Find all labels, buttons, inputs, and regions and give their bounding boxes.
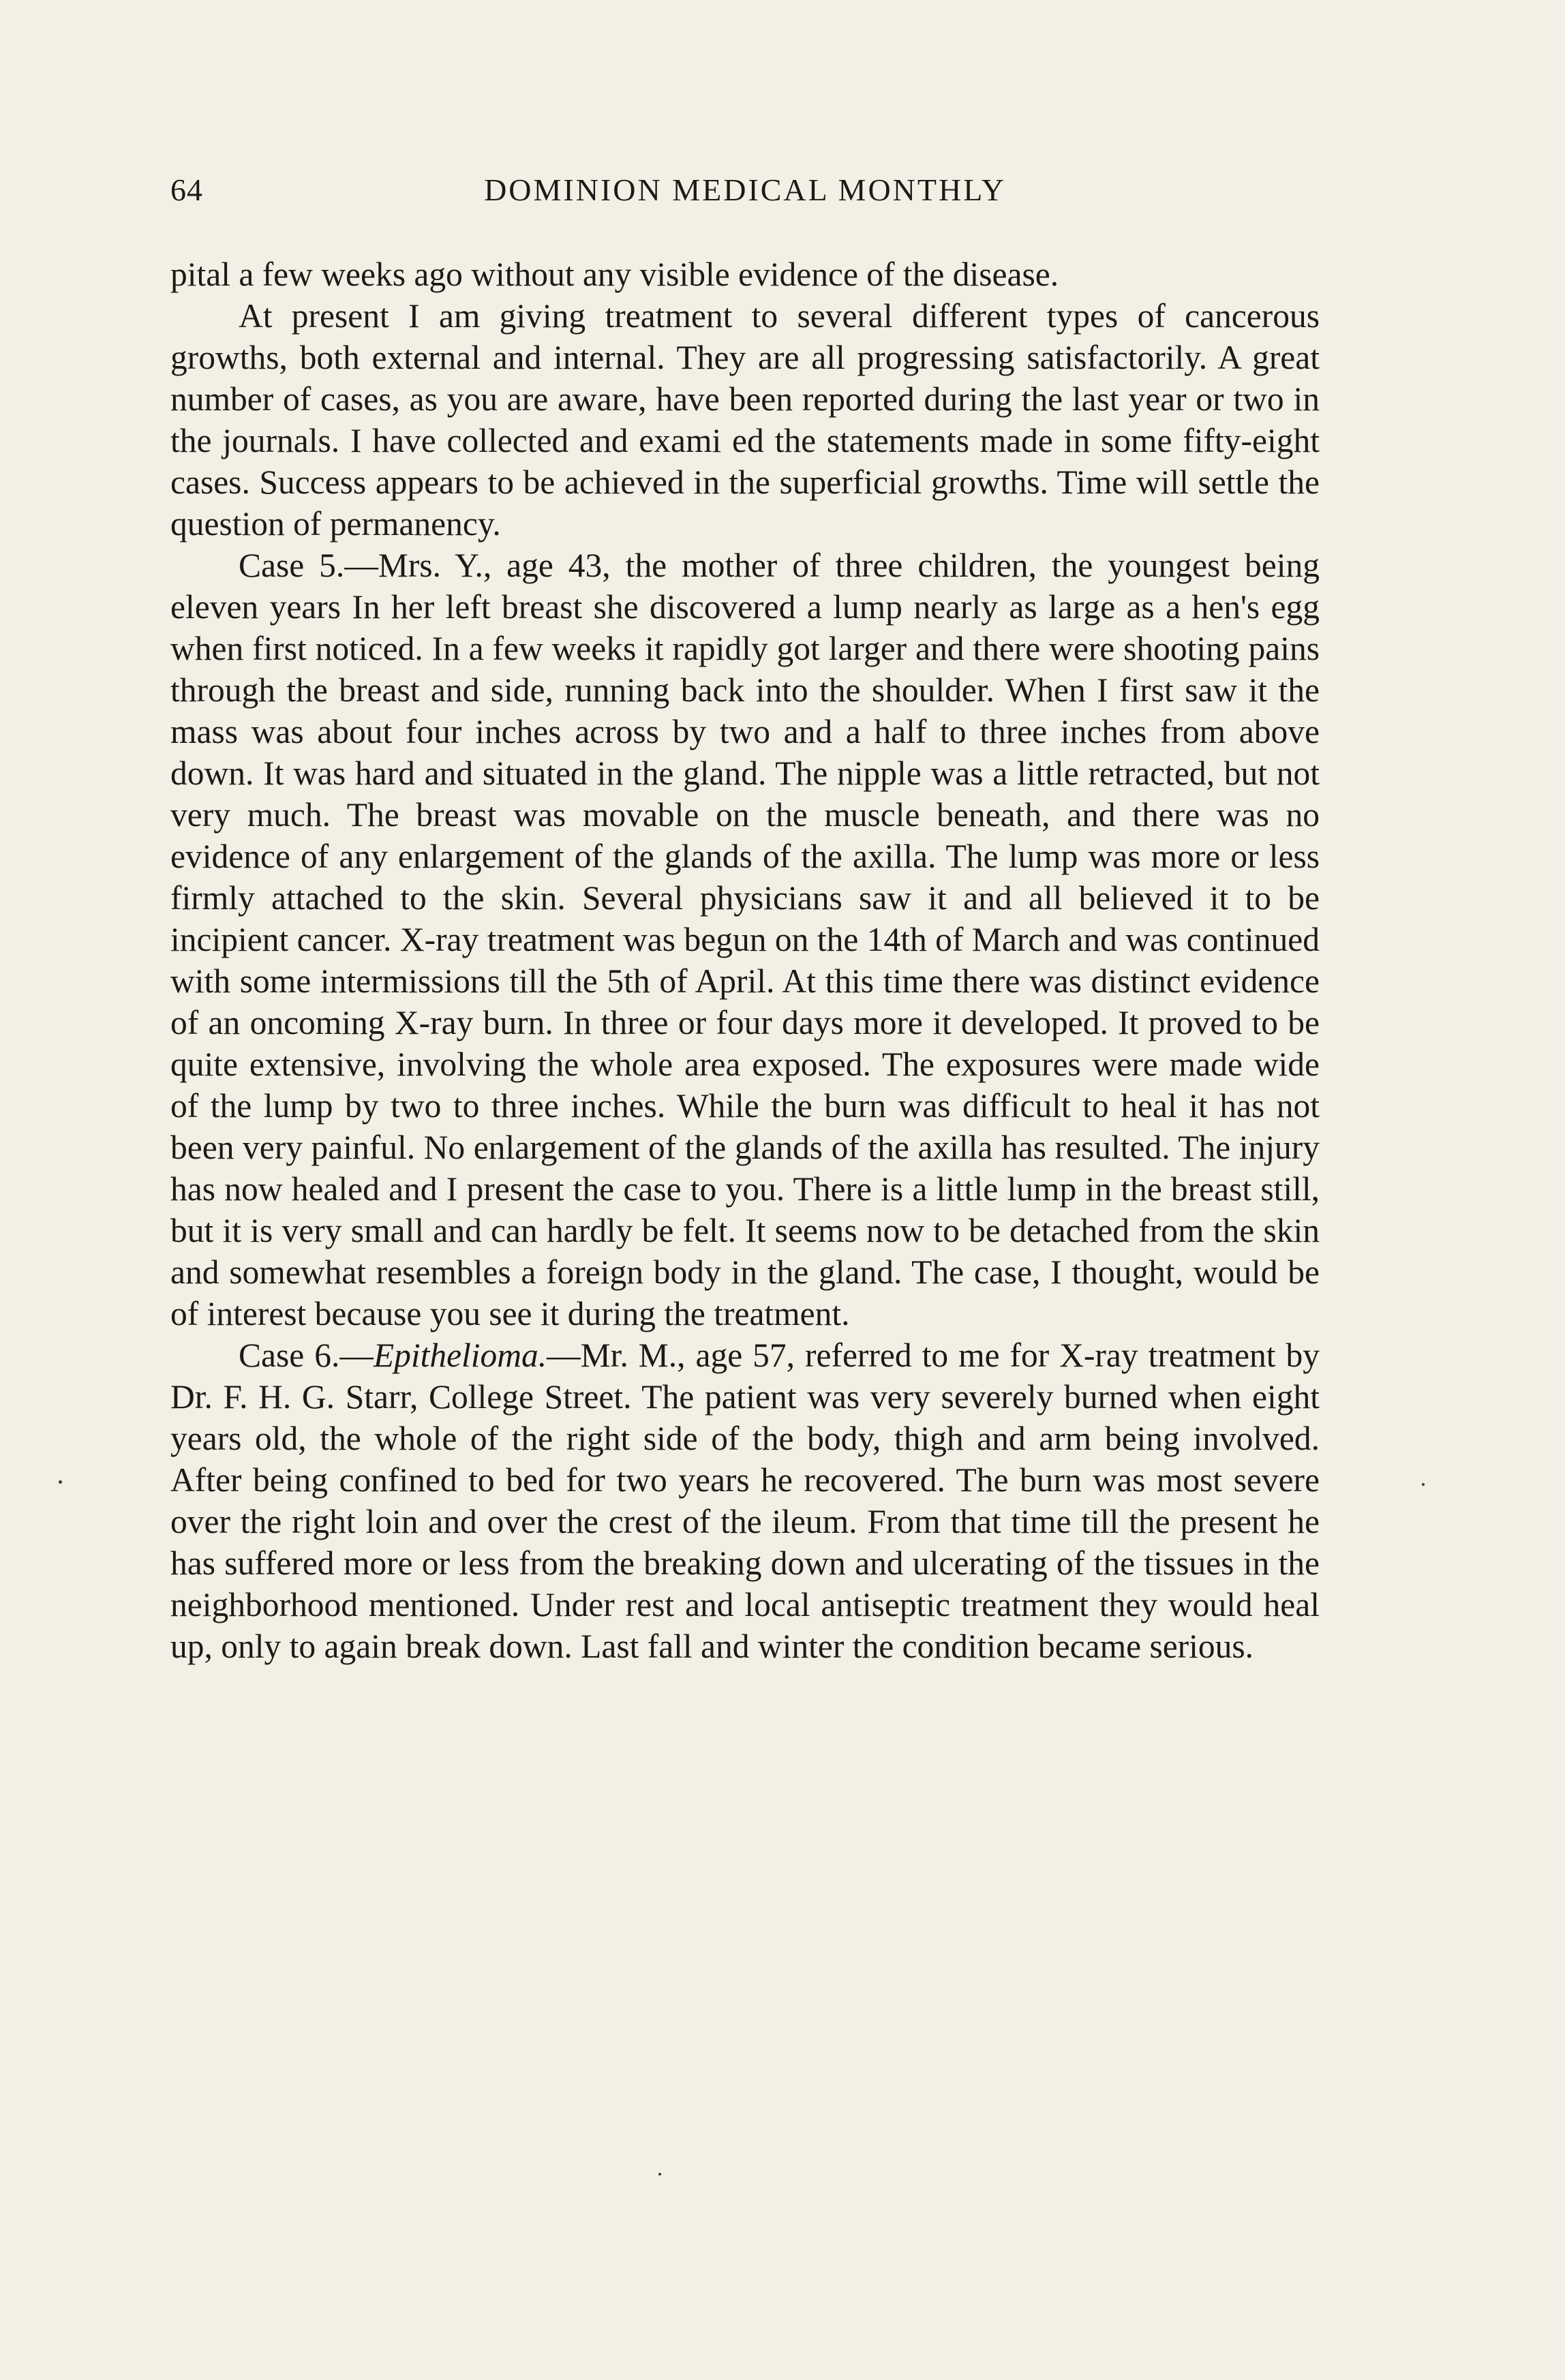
paragraph-text: —Mrs. Y., age 43, the mother of three children, the youngest being eleven years In her left breast she discovered a lump nearly as large as a hen's egg when first noticed. In a few weeks it rapidly got larger and there were shooting pains through the breast and side, running back into the shoulder. When I first saw it the mass was about four inches across by two and a half to three inches from above down. It was hard and situated in the gland. The nipple was a little retracted, but not very much. The breast was movable on the muscle beneath, and there was no evidence of any enlargement of the glands of the axilla. The lump was more or less firmly attached to the skin. Several physicians saw it and all believed it to be incipient cancer. X-ray treatment was begun on the 14th of March and was continued with some intermissions till the 5th of April. At this time there was distinct evidence of an oncoming X-ray burn. In three or four days more it developed. It proved to be quite extensive, involving the whole area exposed. The exposures were made wide of the lump by two to three inches. While the burn was difficult to heal it has not been very painful. No enlargement of the glands of the axilla has resulted. The injury has now healed and I present the case to you. There is a little lump in the breast still, but it is very small and can hardly be felt. It seems now to be detached from the skin and somewhat resembles a foreign body in the gland. The case, I thought, would be of interest because you see it during the treatment. [170,547,1320,1332]
paragraph-continuation [170,254,1320,295]
running-title: DOMINION MEDICAL MONTHLY [484,172,1006,207]
paragraph-present-treatment [170,295,1320,545]
paragraph-text: —Mr. M., age 57, referred to me for X-ray treatment by Dr. F. H. G. Starr, College Street. The patient was very severely burned when eight years old, the whole of the right side of the body, thigh and arm being involved. After being confined to bed for two years he recovered. The burn was most severe over the right loin and over the crest of the ileum. From that time till the present he has suffered more or less from the breaking down and ulcerating of the tissues in the neighborhood mentioned. Under rest and local antiseptic treatment they would heal up, only to again break down. Last fall and winter the condition became serious. [170,1337,1320,1665]
body-text [170,254,1320,1667]
print-speck [1422,1483,1425,1486]
print-speck [59,1480,62,1484]
paragraph-text: At present I am giving treatment to several different types of cancerous growths, both external and internal. They are all progressing satisfactorily. A great number of cases, as you are aware, have been reported during the last year or two in the journals. I have collected and exami ed the statements made in some fifty-eight cases. Success appears to be achieved in the superficial growths. Time will settle the question of permanency. [170,297,1320,543]
page-number: 64 [170,172,203,207]
paragraph-text: pital a few weeks ago without any visible evidence of the disease. [170,256,1059,293]
page-header [170,172,1320,219]
case-diagnosis: Epithelioma. [373,1337,547,1374]
case-heading: Case 6.— [239,1337,374,1374]
paragraph-case-6 [170,1334,1320,1667]
paragraph-case-5 [170,545,1320,1334]
print-speck [658,2173,661,2176]
case-heading: Case 5. [239,547,345,584]
